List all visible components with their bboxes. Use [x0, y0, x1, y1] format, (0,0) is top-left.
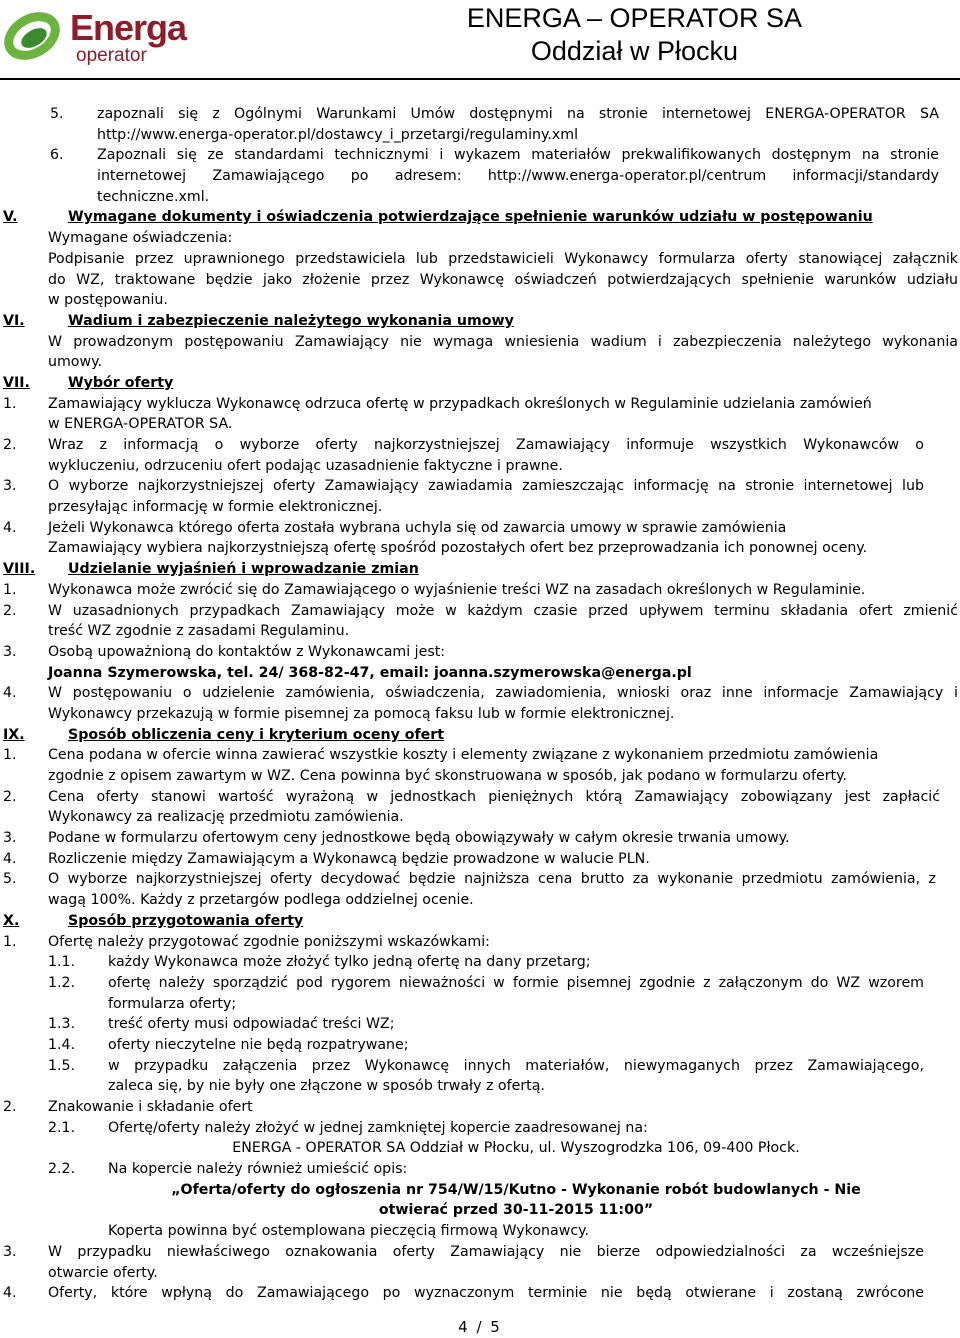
logo-subtitle: operator	[76, 45, 147, 66]
logo-wordmark: Energa	[70, 7, 187, 48]
subitem-number: 1.3.	[48, 1016, 76, 1033]
envelope-label-line1: „Oferta/oferty do ogłoszenia nr 754/W/15/Kutno - Wykonanie robót budowlanych - Nie	[171, 1181, 861, 1198]
item-text: Osobą upoważnioną do kontaktów z Wykonawcami jest:	[48, 643, 446, 660]
document-body	[0, 104, 960, 1304]
subitem-text: każdy Wykonawca może złożyć tylko jedną ofertę na dany przetarg;	[108, 954, 591, 971]
item-number: 2.	[3, 602, 17, 619]
paragraph-text: umowy.	[48, 354, 102, 371]
item-number: 2.	[3, 788, 17, 805]
item-text: wagą 100%. Każdy z przetargów podlega oddzielnej ocenie.	[48, 892, 474, 909]
section-number: VII.	[3, 374, 30, 391]
paragraph-text: Podpisanie przez uprawnionego przedstawiciela lub przedstawicieli Wykonawcy formularza oferty stanowiącej załącznik	[48, 250, 958, 267]
envelope-label-line2: otwierać przed 30-11-2015 11:00”	[378, 1202, 654, 1219]
subitem-text: w przypadku załączenia przez Wykonawcę innych materiałów, niewymaganych przez Zamawiającego,	[108, 1057, 924, 1074]
subitem-number: 1.5.	[48, 1057, 76, 1074]
item-text: W przypadku niewłaściwego oznakowania oferty Zamawiający nie bierze odpowiedzialności za wcześniejsze	[48, 1243, 924, 1260]
item-text: Cena oferty stanowi wartość wyrażoną w jednostkach pieniężnych którą Zamawiający zobowiązany jest zapłacić	[48, 788, 940, 805]
item-text: W uzasadnionych przypadkach Zamawiający może w każdym czasie przed upływem terminu składania ofert zmienić	[48, 602, 958, 619]
item-number: 4.	[3, 685, 17, 702]
paragraph-text: w postępowaniu.	[48, 292, 168, 309]
item-text: Rozliczenie między Zamawiającym a Wykonawcą będzie prowadzone w walucie PLN.	[48, 850, 650, 867]
subitem-number: 2.1.	[48, 1119, 76, 1136]
item-text: Wykonawcy za realizację przedmiotu zamówienia.	[48, 809, 404, 826]
item-text: Zamawiający wybiera najkorzystniejszą ofertę spośród pozostałych ofert bez przeprowadzania ich ponownej oceny.	[48, 540, 868, 557]
section-title: Sposób obliczenia ceny i kryterium oceny ofert	[68, 726, 445, 743]
subitem-text: treść oferty musi odpowiadać treści WZ;	[108, 1016, 395, 1033]
subitem-number: 2.2.	[48, 1161, 76, 1178]
item-text: techniczne.xml.	[97, 188, 210, 205]
item-text: Wykonawca może zwrócić się do Zamawiającego o wyjaśnienie treści WZ na zasadach określonych w Regulaminie.	[48, 581, 866, 598]
item-text: zgodnie z opisem zawartym w WZ. Cena powinna być skonstruowana w sposób, jak podano w formularzu oferty.	[48, 768, 847, 784]
page-number: 4 / 5	[458, 1318, 502, 1336]
subitem-number: 1.1.	[48, 954, 76, 971]
subitem-text: zaleca się, by nie były one złączone w sposób trwały z ofertą.	[108, 1078, 545, 1095]
item-number: 5.	[3, 871, 17, 888]
header-title	[467, 2, 802, 68]
item-text: W postępowaniu o udzielenie zamówienia, oświadczenia, zawiadomienia, wnioski oraz inne informacje Zamawiający i	[48, 685, 958, 702]
paragraph-text: W prowadzonym postępowaniu Zamawiający nie wymaga wniesienia wadium i zabezpieczenia należytego wykonania	[48, 333, 958, 350]
item-number: 3.	[3, 1243, 17, 1260]
item-number: 4.	[3, 850, 17, 867]
item-number: 1.	[3, 581, 17, 598]
item-text: Wraz z informacją o wyborze oferty najkorzystniejszej Zamawiający informuje wszystkich Wykonawców o	[48, 437, 924, 453]
item-text: Jeżeli Wykonawca którego oferta została wybrana uchyla się od zawarcia umowy w sprawie zamówienia	[48, 519, 787, 536]
subitem-text: Ofertę/oferty należy złożyć w jednej zamkniętej kopercie zaadresowanej na:	[108, 1119, 648, 1136]
subitem-text: oferty nieczytelne nie będą rozpatrywane;	[108, 1036, 409, 1053]
item-text: O wyborze najkorzystniejszej oferty Zamawiający zawiadamia zamieszczając informację na stronie internetowej lub	[48, 478, 924, 495]
section-number: V.	[3, 209, 18, 226]
paragraph-text: Wymagane oświadczenia:	[48, 230, 233, 247]
item-text: Oferty, które wpłyną do Zamawiającego po wyznaczonym terminie nie będą otwierane i zostaną zwrócone	[48, 1285, 924, 1302]
item-text: zapoznali się z Ogólnymi Warunkami Umów dostępnymi na stronie internetowej ENERGA-OPERATOR SA	[97, 106, 939, 122]
item-number: 4.	[3, 519, 17, 536]
item-number: 3.	[3, 830, 17, 847]
section-title: Wadium i zabezpieczenie należytego wykonania umowy	[68, 312, 514, 329]
section-title: Udzielanie wyjaśnień i wprowadzanie zmian	[68, 561, 419, 578]
energa-swirl-icon	[4, 6, 66, 68]
subitem-text: Na kopercie należy również umieścić opis:	[108, 1161, 408, 1178]
item-text: Zamawiający wyklucza Wykonawcę odrzuca ofertę w przypadkach określonych w Regulaminie udzielania zamówień	[48, 395, 872, 412]
section-title: Wybór oferty	[68, 374, 174, 391]
header-company: ENERGA – OPERATOR SA	[466, 3, 802, 33]
item-number: 3.	[3, 478, 17, 495]
contact-person: Joanna Szymerowska, tel. 24/ 368-82-47, email: joanna.szymerowska@energa.pl	[48, 664, 692, 681]
item-number: 1.	[3, 395, 17, 412]
item-text: O wyborze najkorzystniejszej oferty decydować będzie najniższa cena brutto za wykonanie przedmiotu zamówienia, z	[48, 871, 936, 888]
subitem-text: Koperta powinna być ostemplowana pieczęcią firmową Wykonawcy.	[108, 1223, 590, 1240]
section-number: IX.	[3, 726, 25, 743]
item-text: internetowej Zamawiającego po adresem: http://www.energa-operator.pl/centrum informacji/standardy	[97, 168, 939, 185]
page-header	[0, 0, 960, 80]
item-text: Zapoznali się ze standardami technicznymi i wykazem materiałów prekwalifikowanych dostępnym na stronie	[97, 147, 939, 164]
energa-logo	[4, 2, 204, 72]
item-text: http://www.energa-operator.pl/dostawcy_i_przetargi/regulaminy.xml	[97, 126, 579, 143]
subitem-text: ofertę należy sporządzić pod rygorem nieważności w formie pisemnej zgodnie z załączonym do WZ wzorem	[108, 974, 924, 991]
item-text: Ofertę należy przygotować zgodnie poniższymi wskazówkami:	[48, 933, 490, 950]
section-title: Sposób przygotowania oferty	[68, 912, 304, 929]
paragraph-text: do WZ, traktowane będzie jako złożenie przez Wykonawcę oświadczeń potwierdzających spełnienie warunków udziału	[48, 271, 958, 288]
item-number: 5.	[50, 106, 64, 122]
item-text: przesyłając informację w formie elektronicznej.	[48, 499, 383, 516]
section-number: X.	[3, 912, 20, 929]
item-text: Cena podana w ofercie winna zawierać wszystkie koszty i elementy związane z wykonaniem przedmiotu zamówienia	[48, 747, 879, 764]
item-text: w ENERGA-OPERATOR SA.	[48, 416, 233, 433]
item-text: Wykonawcy przekazują w formie pisemnej za pomocą faksu lub w formie elektronicznej.	[48, 705, 675, 722]
item-text: Znakowanie i składanie ofert	[48, 1099, 253, 1115]
item-number: 1.	[3, 933, 17, 950]
section-number: VI.	[3, 312, 25, 329]
subitem-number: 1.4.	[48, 1036, 76, 1053]
item-text: Podane w formularzu ofertowym ceny jednostkowe będą obowiązywały w całym okresie trwania umowy.	[48, 830, 790, 847]
item-number: 2.	[3, 1099, 17, 1115]
item-number: 1.	[3, 747, 17, 764]
subitem-number: 1.2.	[48, 974, 76, 991]
item-text: treść WZ zgodnie z zasadami Regulaminu.	[48, 623, 350, 640]
item-number: 3.	[3, 643, 17, 660]
item-number: 4.	[3, 1285, 17, 1302]
header-branch: Oddział w Płocku	[530, 36, 738, 66]
section-number: VIII.	[3, 561, 36, 578]
item-text: otwarcie oferty.	[48, 1264, 158, 1281]
item-text: wykluczeniu, odrzuceniu ofert podając uzasadnienie faktyczne i prawne.	[48, 457, 563, 474]
item-number: 6.	[50, 147, 64, 164]
item-number: 2.	[3, 437, 17, 453]
subitem-text: formularza oferty;	[108, 995, 237, 1012]
address-line: ENERGA - OPERATOR SA Oddział w Płocku, ul. Wyszogrodzka 106, 09-400 Płock.	[232, 1140, 800, 1157]
section-title: Wymagane dokumenty i oświadczenia potwierdzające spełnienie warunków udziału w postępowaniu	[68, 209, 873, 226]
